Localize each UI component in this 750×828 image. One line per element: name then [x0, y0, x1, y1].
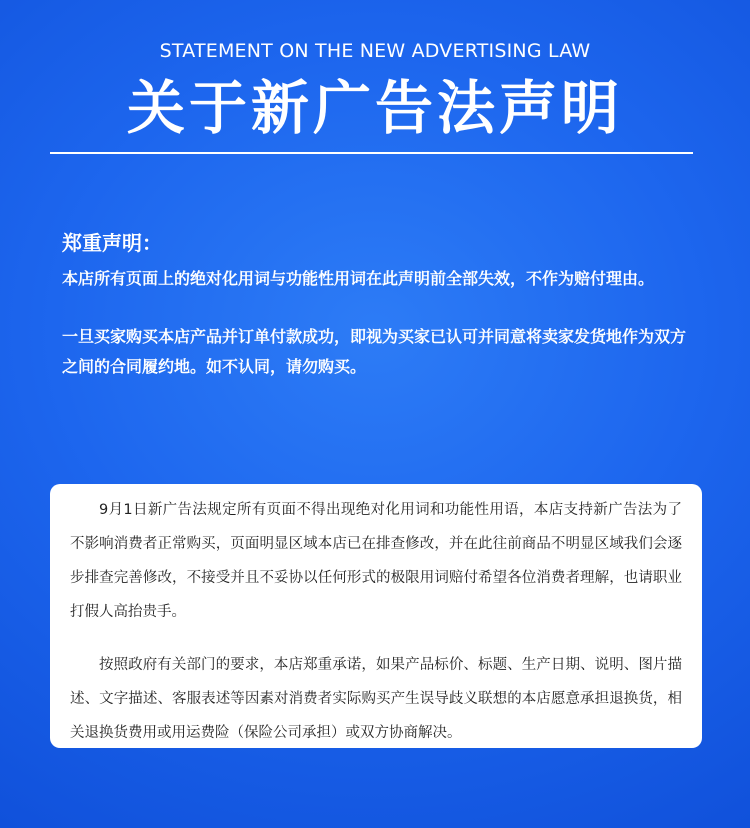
statement-heading: 郑重声明：: [62, 231, 162, 255]
page-title: 关于新广告法声明: [126, 74, 623, 142]
notice-paragraph-1: 9月1日新广告法规定所有页面不得出现绝对化用词和功能性用语，本店支持新广告法为了不影响消费者正常购买，页面明显区域本店已在排查修改，并在此往前商品不明显区域我们会逐步排查完善修改，不接受并且不妥协以任何形式的极限用词赔付希望各位消费者理解，也请职业打假人高抬贵手。: [70, 502, 682, 620]
statement-paragraph-1: 本店所有页面上的绝对化用词与功能性用词在此声明前全部失效，不作为赔付理由。: [62, 269, 655, 288]
title-divider: [50, 152, 693, 154]
solemn-statement-section: [62, 226, 698, 382]
statement-paragraph-2: 一旦买家购买本店产品并订单付款成功，即视为买家已认可并同意将卖家发货地作为双方之间的合同履约地。如不认同，请勿购买。: [62, 327, 687, 376]
notice-paragraph-2: 按照政府有关部门的要求，本店郑重承诺，如果产品标价、标题、生产日期、说明、图片描述、文字描述、客服表述等因素对消费者实际购买产生误导歧义联想的本店愿意承担退换货，相关退换货费用或用运费险（保险公司承担）或双方协商解决。: [70, 657, 682, 741]
english-subtitle: STATEMENT ON THE NEW ADVERTISING LAW: [159, 40, 591, 62]
notice-card: [50, 484, 702, 748]
